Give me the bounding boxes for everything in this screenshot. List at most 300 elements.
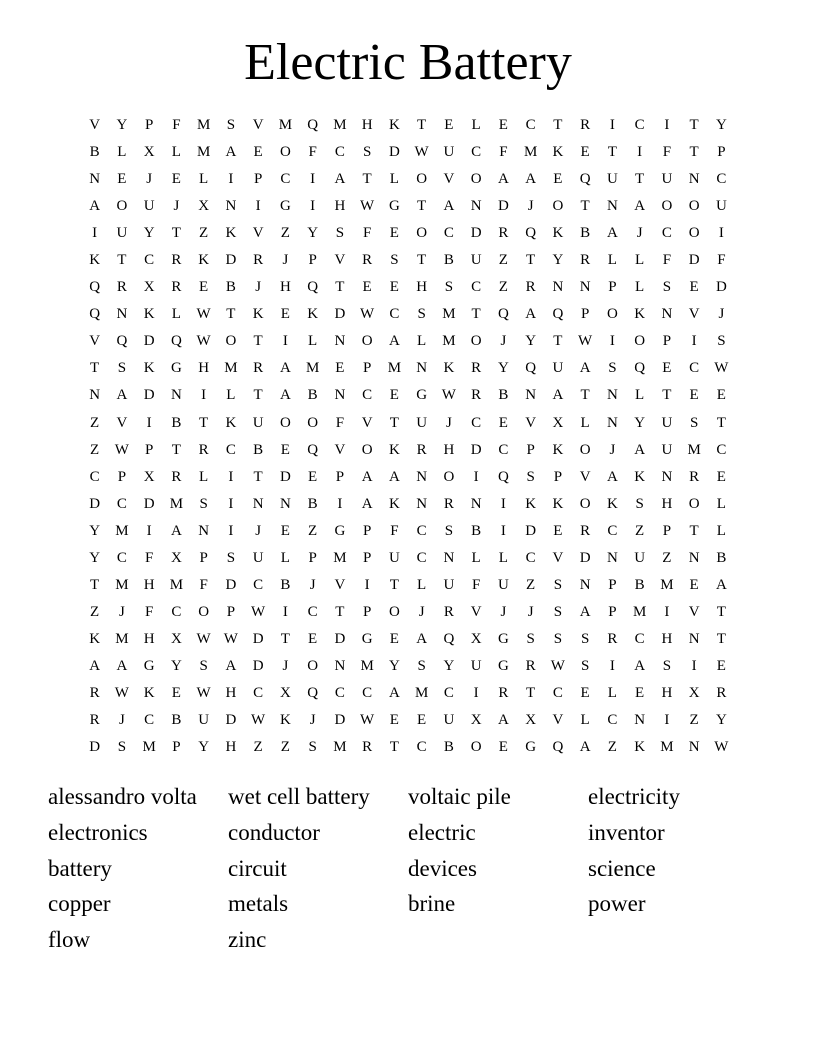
grid-letter: L bbox=[471, 117, 481, 134]
grid-letter: I bbox=[364, 576, 370, 593]
grid-letter: K bbox=[89, 252, 101, 269]
grid-letter: D bbox=[334, 630, 346, 647]
grid-letter: T bbox=[662, 387, 672, 404]
grid-letter: U bbox=[497, 576, 509, 593]
grid-letter: V bbox=[252, 225, 264, 242]
grid-letter: B bbox=[716, 549, 727, 566]
grid-letter: N bbox=[606, 387, 618, 404]
grid-letter: S bbox=[526, 468, 535, 485]
grid-row bbox=[81, 599, 735, 626]
grid-letter: O bbox=[116, 198, 128, 215]
grid-letter: S bbox=[444, 279, 454, 296]
grid-letter: N bbox=[606, 198, 618, 215]
grid-letter: S bbox=[417, 306, 426, 323]
grid-letter: J bbox=[309, 576, 316, 593]
grid-letter: M bbox=[142, 739, 156, 756]
grid-letter: P bbox=[553, 468, 563, 485]
grid-letter: U bbox=[143, 198, 155, 215]
grid-letter: A bbox=[89, 198, 101, 215]
grid-row bbox=[81, 274, 735, 301]
grid-letter: P bbox=[144, 117, 154, 134]
grid-letter: T bbox=[389, 576, 399, 593]
grid-letter: E bbox=[580, 144, 590, 161]
grid-letter: C bbox=[144, 712, 155, 729]
grid-letter: I bbox=[310, 171, 316, 188]
grid-letter: O bbox=[443, 468, 455, 485]
grid-letter: G bbox=[525, 739, 537, 756]
grid-letter: B bbox=[471, 522, 482, 539]
grid-letter: P bbox=[253, 171, 263, 188]
grid-letter: Y bbox=[525, 333, 537, 350]
grid-letter: I bbox=[664, 117, 670, 134]
grid-letter: A bbox=[525, 171, 537, 188]
grid-letter: M bbox=[333, 739, 347, 756]
grid-letter: N bbox=[198, 522, 210, 539]
grid-letter: O bbox=[470, 739, 482, 756]
grid-letter: S bbox=[444, 522, 454, 539]
word-list-item: voltaic pile bbox=[408, 784, 511, 809]
grid-letter: S bbox=[335, 225, 345, 242]
grid-letter: T bbox=[226, 306, 236, 323]
grid-letter: C bbox=[253, 576, 264, 593]
grid-letter: E bbox=[308, 468, 318, 485]
grid-letter: H bbox=[416, 279, 428, 296]
grid-letter: Q bbox=[116, 333, 128, 350]
grid-letter: S bbox=[635, 495, 644, 512]
grid-letter: A bbox=[634, 441, 646, 458]
grid-letter: U bbox=[661, 171, 673, 188]
grid-row bbox=[81, 572, 735, 599]
grid-letter: E bbox=[498, 739, 508, 756]
grid-letter: C bbox=[116, 495, 127, 512]
grid-letter: N bbox=[225, 198, 237, 215]
grid-letter: L bbox=[389, 171, 399, 188]
grid-letter: N bbox=[170, 387, 182, 404]
grid-letter: U bbox=[470, 657, 482, 674]
grid-letter: T bbox=[362, 171, 372, 188]
grid-letter: M bbox=[305, 360, 320, 377]
grid-letter: K bbox=[89, 630, 101, 647]
grid-letter: M bbox=[278, 117, 293, 134]
grid-letter: T bbox=[417, 198, 427, 215]
grid-letter: M bbox=[333, 549, 347, 566]
grid-letter: Q bbox=[89, 306, 101, 323]
grid-letter: V bbox=[361, 414, 373, 431]
grid-letter: F bbox=[662, 252, 672, 269]
grid-letter: E bbox=[417, 712, 427, 729]
grid-letter: S bbox=[662, 657, 672, 674]
grid-letter: E bbox=[389, 387, 399, 404]
grid-letter: U bbox=[470, 252, 482, 269]
grid-letter: U bbox=[552, 360, 564, 377]
grid-row bbox=[81, 734, 735, 761]
grid-letter: E bbox=[580, 685, 590, 701]
grid-letter: C bbox=[607, 712, 618, 729]
grid-row bbox=[81, 166, 735, 193]
grid-letter: K bbox=[143, 685, 155, 701]
grid-letter: B bbox=[280, 576, 291, 593]
grid-letter: S bbox=[553, 603, 563, 620]
grid-letter: Y bbox=[89, 522, 101, 539]
grid-letter: P bbox=[144, 441, 154, 458]
grid-letter: Z bbox=[253, 739, 263, 756]
grid-letter: Q bbox=[579, 171, 591, 188]
grid-letter: I bbox=[146, 522, 152, 539]
grid-letter: E bbox=[171, 171, 181, 188]
grid-letter: X bbox=[143, 144, 155, 161]
grid-letter: I bbox=[473, 468, 479, 485]
grid-letter: J bbox=[173, 198, 180, 215]
grid-letter: L bbox=[199, 468, 209, 485]
grid-letter: C bbox=[661, 225, 672, 242]
grid-letter: C bbox=[498, 441, 509, 458]
grid-letter: R bbox=[471, 387, 482, 404]
grid-letter: S bbox=[117, 739, 127, 756]
grid-letter: H bbox=[443, 441, 455, 458]
grid-letter: F bbox=[335, 414, 345, 431]
grid-letter: I bbox=[691, 333, 697, 350]
grid-letter: E bbox=[498, 414, 508, 431]
grid-letter: T bbox=[253, 333, 263, 350]
grid-letter: Q bbox=[552, 306, 564, 323]
grid-letter: F bbox=[717, 252, 726, 269]
grid-letter: X bbox=[688, 685, 700, 701]
grid-letter: P bbox=[608, 279, 617, 296]
grid-letter: M bbox=[660, 576, 674, 593]
grid-letter: Q bbox=[497, 468, 509, 485]
grid-letter: A bbox=[225, 657, 237, 674]
grid-letter: C bbox=[634, 630, 645, 647]
grid-letter: H bbox=[661, 630, 673, 647]
grid-letter: D bbox=[470, 441, 482, 458]
grid-letter: E bbox=[389, 712, 399, 729]
grid-letter: U bbox=[661, 441, 673, 458]
grid-letter: E bbox=[444, 117, 454, 134]
grid-row bbox=[81, 707, 735, 734]
grid-letter: U bbox=[388, 549, 400, 566]
grid-letter: T bbox=[526, 685, 536, 701]
grid-letter: I bbox=[146, 414, 152, 431]
grid-letter: H bbox=[225, 685, 237, 701]
grid-letter: M bbox=[115, 630, 129, 647]
grid-letter: N bbox=[89, 387, 101, 404]
grid-letter: S bbox=[226, 549, 236, 566]
grid-letter: E bbox=[716, 468, 726, 485]
grid-letter: P bbox=[308, 549, 317, 566]
grid-letter: W bbox=[360, 306, 375, 323]
grid-letter: T bbox=[716, 630, 726, 647]
grid-letter: O bbox=[688, 495, 700, 512]
grid-letter: T bbox=[90, 576, 100, 593]
grid-letter: L bbox=[280, 549, 290, 566]
grid-letter: H bbox=[198, 360, 210, 377]
grid-letter: Y bbox=[89, 549, 101, 566]
grid-letter: B bbox=[307, 387, 318, 404]
grid-letter: O bbox=[307, 657, 319, 674]
grid-row bbox=[81, 491, 735, 518]
grid-letter: P bbox=[580, 306, 590, 323]
grid-letter: T bbox=[689, 117, 699, 134]
word-list-item: flow bbox=[48, 927, 91, 953]
grid-letter: X bbox=[470, 712, 482, 729]
grid-letter: O bbox=[552, 198, 564, 215]
grid-row bbox=[81, 301, 735, 328]
grid-letter: I bbox=[473, 685, 479, 701]
grid-letter: S bbox=[717, 333, 726, 350]
grid-letter: Q bbox=[89, 279, 101, 296]
grid-letter: T bbox=[389, 739, 399, 756]
grid-letter: W bbox=[114, 441, 129, 458]
grid-letter: L bbox=[580, 712, 590, 729]
grid-letter: N bbox=[416, 360, 428, 377]
grid-letter: C bbox=[334, 685, 345, 701]
grid-letter: S bbox=[417, 657, 426, 674]
grid-letter: S bbox=[689, 414, 699, 431]
grid-letter: N bbox=[279, 495, 291, 512]
grid-letter: I bbox=[228, 522, 234, 539]
grid-letter: Z bbox=[662, 549, 672, 566]
grid-letter: W bbox=[196, 333, 211, 350]
grid-letter: L bbox=[635, 387, 645, 404]
grid-letter: G bbox=[416, 387, 428, 404]
grid-letter: C bbox=[689, 360, 700, 377]
grid-letter: T bbox=[335, 603, 345, 620]
grid-letter: T bbox=[171, 225, 181, 242]
grid-letter: K bbox=[443, 360, 455, 377]
grid-letter: M bbox=[442, 306, 456, 323]
grid-letter: N bbox=[688, 171, 700, 188]
grid-letter: A bbox=[606, 225, 618, 242]
grid-letter: R bbox=[689, 468, 700, 485]
grid-letter: T bbox=[389, 414, 399, 431]
grid-letter: V bbox=[552, 712, 564, 729]
grid-letter: L bbox=[635, 279, 645, 296]
grid-letter: D bbox=[252, 630, 264, 647]
grid-letter: Z bbox=[90, 441, 100, 458]
grid-letter: E bbox=[553, 171, 563, 188]
grid-letter: Q bbox=[497, 306, 509, 323]
grid-letter: G bbox=[170, 360, 182, 377]
grid-letter: H bbox=[143, 576, 155, 593]
grid-letter: D bbox=[334, 306, 346, 323]
grid-letter: G bbox=[388, 198, 400, 215]
grid-letter: E bbox=[199, 279, 209, 296]
grid-letter: Y bbox=[552, 252, 564, 269]
grid-letter: W bbox=[360, 712, 375, 729]
grid-letter: A bbox=[579, 603, 591, 620]
grid-letter: J bbox=[718, 306, 725, 323]
grid-letter: Q bbox=[170, 333, 182, 350]
grid-letter: F bbox=[662, 144, 672, 161]
grid-letter: Y bbox=[634, 414, 646, 431]
grid-letter: M bbox=[414, 685, 429, 701]
grid-letter: E bbox=[308, 630, 318, 647]
word-list-item: alessandro volta bbox=[48, 784, 197, 809]
grid-letter: W bbox=[714, 739, 729, 756]
grid-letter: I bbox=[500, 522, 506, 539]
grid-letter: A bbox=[225, 144, 237, 161]
grid-letter: E bbox=[635, 685, 645, 701]
grid-letter: D bbox=[225, 252, 237, 269]
grid-letter: M bbox=[224, 360, 238, 377]
grid-letter: N bbox=[606, 549, 618, 566]
grid-letter: L bbox=[607, 685, 617, 701]
grid-letter: L bbox=[716, 495, 726, 512]
grid-letter: K bbox=[198, 252, 210, 269]
grid-letter: N bbox=[334, 657, 346, 674]
grid-letter: A bbox=[361, 495, 373, 512]
grid-letter: T bbox=[580, 387, 590, 404]
grid-letter: K bbox=[279, 712, 291, 729]
grid-letter: F bbox=[199, 576, 208, 593]
grid-letter: A bbox=[116, 657, 128, 674]
grid-letter: H bbox=[334, 198, 346, 215]
grid-letter: R bbox=[253, 360, 264, 377]
grid-letter: W bbox=[251, 603, 266, 620]
grid-letter: J bbox=[636, 225, 643, 242]
grid-letter: C bbox=[416, 522, 427, 539]
grid-letter: F bbox=[362, 225, 372, 242]
grid-letter: C bbox=[89, 468, 100, 485]
word-list-item: battery bbox=[48, 855, 112, 881]
grid-letter: B bbox=[89, 144, 100, 161]
grid-letter: B bbox=[634, 576, 645, 593]
grid-letter: B bbox=[253, 441, 264, 458]
grid-letter: C bbox=[416, 549, 427, 566]
grid-letter: D bbox=[497, 198, 509, 215]
grid-letter: N bbox=[688, 549, 700, 566]
grid-letter: K bbox=[225, 225, 237, 242]
grid-letter: I bbox=[337, 495, 343, 512]
grid-letter: N bbox=[416, 468, 428, 485]
grid-letter: L bbox=[580, 414, 590, 431]
grid-letter: L bbox=[635, 252, 645, 269]
grid-row bbox=[81, 247, 735, 274]
grid-letter: K bbox=[225, 414, 237, 431]
grid-letter: B bbox=[225, 279, 236, 296]
grid-letter: L bbox=[171, 144, 181, 161]
grid-letter: S bbox=[608, 360, 617, 377]
grid-letter: Z bbox=[498, 252, 508, 269]
grid-letter: O bbox=[388, 603, 400, 620]
grid-letter: A bbox=[497, 171, 509, 188]
grid-letter: S bbox=[390, 252, 399, 269]
grid-letter: P bbox=[362, 360, 372, 377]
grid-letter: B bbox=[498, 387, 509, 404]
grid-letter: O bbox=[307, 414, 319, 431]
grid-letter: Q bbox=[307, 279, 319, 296]
grid-letter: T bbox=[526, 252, 536, 269]
grid-letter: R bbox=[580, 252, 591, 269]
grid-letter: E bbox=[117, 171, 127, 188]
grid-letter: A bbox=[579, 360, 591, 377]
grid-letter: I bbox=[664, 712, 670, 729]
grid-letter: Q bbox=[307, 441, 319, 458]
grid-letter: O bbox=[416, 171, 428, 188]
grid-letter: A bbox=[279, 360, 291, 377]
grid-letter: F bbox=[172, 117, 181, 134]
grid-letter: I bbox=[609, 333, 615, 350]
grid-letter: R bbox=[253, 252, 264, 269]
grid-letter: V bbox=[89, 333, 101, 350]
grid-letter: I bbox=[282, 603, 288, 620]
grid-letter: E bbox=[689, 387, 699, 404]
grid-letter: K bbox=[388, 441, 400, 458]
grid-letter: O bbox=[661, 198, 673, 215]
grid-letter: P bbox=[526, 441, 535, 458]
grid-row bbox=[81, 653, 735, 680]
grid-letter: J bbox=[445, 414, 452, 431]
word-list-item: inventor bbox=[588, 819, 665, 845]
grid-letter: I bbox=[691, 657, 697, 674]
grid-letter: M bbox=[632, 603, 647, 620]
grid-letter: E bbox=[280, 306, 290, 323]
grid-row bbox=[81, 626, 735, 653]
grid-letter: E bbox=[662, 360, 672, 377]
grid-letter: I bbox=[718, 225, 724, 242]
grid-letter: A bbox=[388, 685, 400, 701]
grid-letter: C bbox=[362, 685, 373, 701]
grid-letter: D bbox=[470, 225, 482, 242]
grid-letter: Y bbox=[198, 739, 210, 756]
grid-letter: E bbox=[171, 685, 181, 701]
grid-letter: W bbox=[196, 306, 211, 323]
grid-letter: N bbox=[470, 198, 482, 215]
grid-letter: W bbox=[360, 198, 375, 215]
grid-letter: M bbox=[115, 522, 129, 539]
grid-letter: I bbox=[228, 468, 234, 485]
grid-letter: D bbox=[225, 712, 237, 729]
grid-letter: J bbox=[309, 712, 316, 729]
grid-letter: A bbox=[525, 306, 537, 323]
grid-letter: T bbox=[90, 360, 100, 377]
grid-letter: E bbox=[498, 117, 508, 134]
grid-letter: J bbox=[118, 712, 125, 729]
grid-letter: T bbox=[607, 144, 617, 161]
grid-letter: J bbox=[255, 279, 262, 296]
grid-letter: K bbox=[388, 495, 400, 512]
grid-letter: P bbox=[226, 603, 236, 620]
grid-letter: Z bbox=[635, 522, 645, 539]
grid-letter: K bbox=[143, 306, 155, 323]
grid-letter: V bbox=[89, 117, 101, 134]
word-list-item: electricity bbox=[588, 784, 680, 809]
grid-letter: P bbox=[335, 468, 345, 485]
grid-letter: R bbox=[116, 279, 127, 296]
grid-letter: R bbox=[171, 468, 182, 485]
grid-letter: R bbox=[525, 279, 536, 296]
grid-letter: J bbox=[118, 603, 125, 620]
grid-letter: Z bbox=[689, 712, 699, 729]
grid-letter: E bbox=[553, 522, 563, 539]
grid-letter: A bbox=[388, 333, 400, 350]
grid-letter: C bbox=[307, 603, 318, 620]
grid-letter: G bbox=[497, 630, 509, 647]
grid-letter: H bbox=[143, 630, 155, 647]
grid-letter: I bbox=[637, 144, 643, 161]
grid-letter: A bbox=[634, 198, 646, 215]
grid-letter: P bbox=[362, 522, 372, 539]
grid-letter: T bbox=[253, 387, 263, 404]
grid-letter: Z bbox=[199, 225, 209, 242]
grid-letter: I bbox=[92, 225, 98, 242]
grid-letter: T bbox=[716, 414, 726, 431]
grid-letter: K bbox=[606, 495, 618, 512]
grid-letter: C bbox=[552, 685, 563, 701]
grid-letter: L bbox=[417, 576, 427, 593]
grid-letter: H bbox=[661, 495, 673, 512]
grid-letter: Y bbox=[715, 117, 727, 134]
